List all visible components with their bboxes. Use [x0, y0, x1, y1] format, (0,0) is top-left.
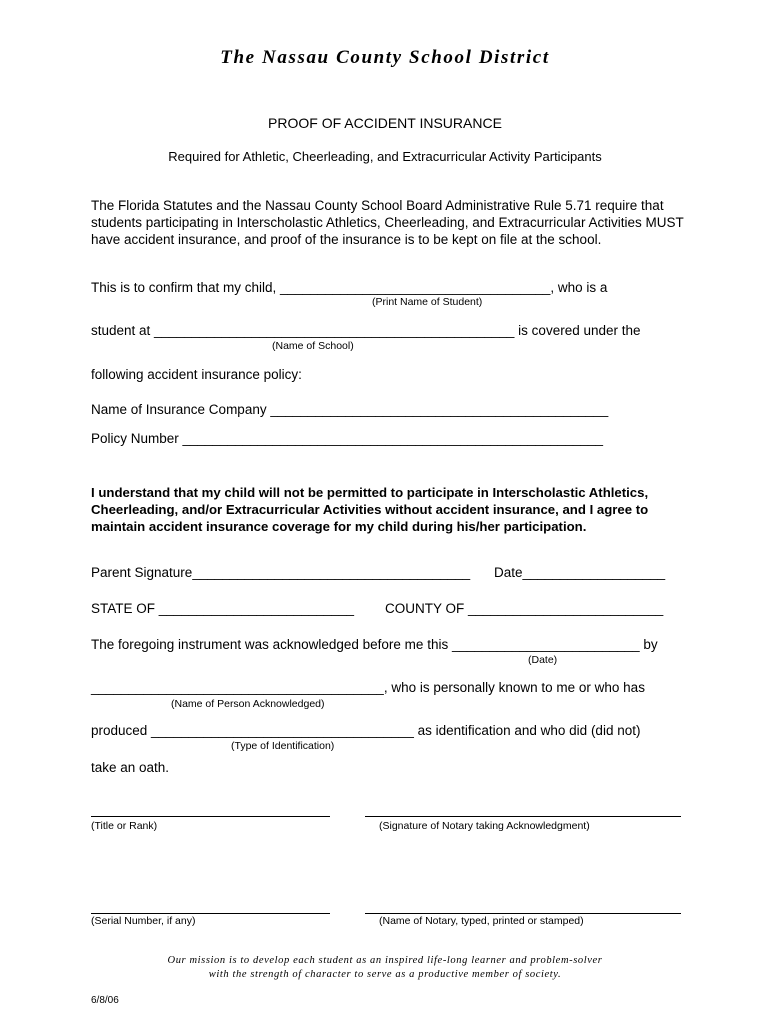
student-name-caption: (Print Name of Student) [372, 296, 483, 308]
signature-date-field[interactable]: Date___________________ [494, 565, 666, 580]
revision-date: 6/8/06 [91, 995, 119, 1006]
confirm-student-line: This is to confirm that my child, ____________________________________, who is a [91, 280, 608, 295]
county-of-field[interactable]: COUNTY OF __________________________ [385, 601, 664, 616]
identification-type-caption: (Type of Identification) [231, 740, 335, 752]
serial-number-caption: (Serial Number, if any) [91, 915, 196, 927]
serial-number-rule[interactable] [91, 913, 330, 914]
policy-number-field[interactable]: Policy Number ________________________________________________________ [91, 431, 603, 446]
notary-name-rule[interactable] [365, 913, 681, 914]
notary-signature-caption: (Signature of Notary taking Acknowledgment) [379, 820, 590, 832]
district-title: The Nassau County School District [220, 47, 550, 68]
acknowledgement-paragraph: I understand that my child will not be permitted to participate in Interscholastic Athletics, Cheerleading, and/or Extracurricular Activities without accident insurance, and I agree to maintain accident insurance coverage for my child during his/her participation. [91, 485, 649, 534]
school-line: student at ________________________________________________ is covered under the [91, 323, 641, 338]
school-name-caption: (Name of School) [272, 340, 354, 352]
mission-line-1: Our mission is to develop each student as an inspired life-long learner and problem-solver [167, 955, 603, 966]
produced-identification-line: produced ___________________________________ as identification and who did (did not) [91, 723, 641, 738]
parent-signature-field[interactable]: Parent Signature_____________________________________ [91, 565, 471, 580]
person-name-caption: (Name of Person Acknowledged) [171, 698, 325, 710]
mission-statement [0, 954, 770, 982]
acknowledged-date-caption: (Date) [528, 654, 558, 666]
title-rank-caption: (Title or Rank) [91, 820, 158, 832]
intro-paragraph: The Florida Statutes and the Nassau County School Board Administrative Rule 5.71 require that students participating in Interscholastic Athletics, Cheerleading, and Extracurricular Activities MUST have accident insurance, and proof of the insurance is to be kept on file at the school. [91, 198, 684, 247]
insurance-company-field[interactable]: Name of Insurance Company _____________________________________________ [91, 402, 609, 417]
state-of-field[interactable]: STATE OF __________________________ [91, 601, 354, 616]
title-rank-rule[interactable] [91, 816, 330, 817]
notary-acknowledged-line: The foregoing instrument was acknowledged before me this _________________________ by [91, 637, 658, 652]
notary-signature-rule[interactable] [365, 816, 681, 817]
notary-name-caption: (Name of Notary, typed, printed or stamped) [379, 915, 584, 927]
person-known-line: _______________________________________, who is personally known to me or who has [91, 680, 645, 695]
mission-line-2: with the strength of character to serve as a productive member of society. [208, 969, 562, 980]
take-oath-line: take an oath. [91, 760, 170, 775]
form-title: PROOF OF ACCIDENT INSURANCE [268, 115, 502, 131]
policy-intro-line: following accident insurance policy: [91, 367, 302, 382]
form-subtitle: Required for Athletic, Cheerleading, and Extracurricular Activity Participants [168, 149, 602, 164]
